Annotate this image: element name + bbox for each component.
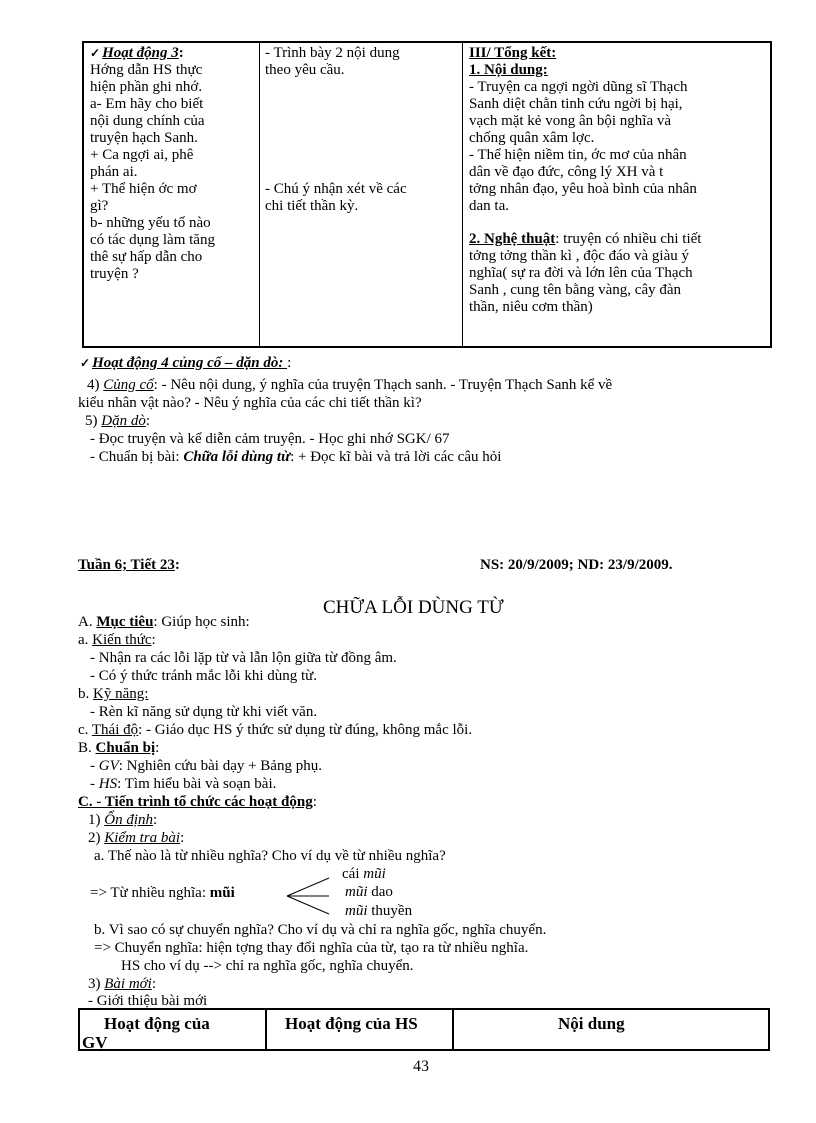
- content-subheading: 1. Nội dung:: [469, 62, 548, 78]
- review-line: 4) Củng cố: - Nêu nội dung, ý nghĩa của truyện Thạch sanh. - Truyện Thạch Sanh kể về: [87, 377, 613, 393]
- col1-line: thê sự hấp dẫn cho: [90, 249, 203, 265]
- col1-line: phán ai.: [90, 164, 138, 180]
- branch-item: cái mũi: [342, 866, 386, 882]
- knowledge-item: - Có ý thức tránh mắc lỗi khi dùng từ.: [90, 668, 318, 684]
- step-check: 2) Kiểm tra bài:: [88, 830, 185, 846]
- homework-line: - Đọc truyện và kể diễn cảm truyện. - Học ghi nhớ SGK/ 67: [90, 431, 450, 447]
- col1-line: Hớng dẫn HS thực: [90, 62, 203, 78]
- art-line: nghĩa( sự ra đời và lớn lên của Thạch: [469, 265, 693, 281]
- check-icon: ✓: [90, 46, 101, 60]
- question-b: b. Vì sao có sự chuyển nghĩa? Cho ví dụ và chỉ ra nghĩa gốc, nghĩa chuyển.: [94, 922, 547, 938]
- teacher-activity-cell: [90, 45, 255, 283]
- branch-item: mũi thuyền: [345, 903, 413, 919]
- col1-line: có tác dụng làm tăng: [90, 232, 215, 248]
- activity-table-top: [82, 41, 772, 348]
- col1-line: + Thể hiện ớc mơ: [90, 181, 197, 197]
- answer-line: => Chuyển nghĩa: hiện tợng thay đổi nghĩa của từ, tạo ra từ nhiều nghĩa.: [94, 940, 529, 956]
- content-line: vạch mặt kẻ vong ân bội nghĩa và: [469, 113, 672, 129]
- check-icon: ✓: [80, 356, 91, 370]
- col1-line: nội dung chính của: [90, 113, 205, 129]
- branch-lines: [285, 876, 331, 916]
- art-line: tởng tởng thần kì , độc đáo và giàu ý: [469, 248, 689, 264]
- question-a: a. Thế nào là từ nhiều nghĩa? Cho ví dụ về từ nhiều nghĩa?: [94, 848, 446, 864]
- intro-line: - Giới thiệu bài mới: [88, 993, 208, 1009]
- table-divider: [462, 43, 463, 346]
- table-divider: [265, 1010, 267, 1049]
- attitude-line: c. Thái độ: - Giáo dục HS ý thức sử dụng từ đúng, không mắc lỗi.: [78, 722, 473, 738]
- header-content: Nội dung: [558, 1014, 625, 1033]
- content-line: - Truyện ca ngợi ngời dũng sĩ Thạch: [469, 79, 688, 95]
- knowledge-label: a. Kiến thức:: [78, 632, 156, 648]
- content-line: - Thể hiện niềm tin, ớc mơ của nhân: [469, 147, 687, 163]
- branch-item: mũi dao: [345, 884, 393, 900]
- student-activity-cell: [265, 45, 457, 215]
- col1-line: hiện phần ghi nhớ.: [90, 79, 203, 95]
- art-line: Sanh , cung tên bằng vàng, cây đàn: [469, 282, 682, 298]
- col1-line: truyện hạch Sanh.: [90, 130, 198, 146]
- col1-line: b- những yếu tố nào: [90, 215, 211, 231]
- content-line: dân về đạo đức, công lý XH và t: [469, 164, 664, 180]
- header-student-activity: Hoạt động của HS: [285, 1014, 418, 1033]
- student-prep: - HS: Tìm hiểu bài và soạn bài.: [90, 776, 277, 792]
- content-line: dan ta.: [469, 198, 509, 214]
- col1-line: gì?: [90, 198, 109, 214]
- polysemy-label: => Từ nhiều nghĩa: mũi: [90, 885, 235, 901]
- activity4-heading: ✓ Hoạt động 4 củng cố – dặn dò: :: [80, 355, 292, 371]
- skill-item: - Rèn kĩ năng sử dụng từ khi viết văn.: [90, 704, 318, 720]
- col1-line: a- Em hãy cho biết: [90, 96, 204, 112]
- table-divider: [259, 43, 260, 346]
- knowledge-item: - Nhận ra các lỗi lặp từ và lẫn lộn giữa từ đồng âm.: [90, 650, 397, 666]
- art-subheading: 2. Nghệ thuật: truyện có nhiều chi tiết: [469, 231, 702, 247]
- header-teacher-activity: Hoạt động của: [104, 1014, 210, 1033]
- col2-line: theo yêu cầu.: [265, 62, 345, 78]
- col1-line: + Ca ngợi ai, phê: [90, 147, 194, 163]
- week-period: Tuần 6; Tiết 23:: [78, 557, 180, 573]
- prepare-line: - Chuẩn bị bài: Chữa lỗi dùng từ: + Đọc kĩ bài và trả lời các câu hỏi: [90, 449, 502, 465]
- content-cell: [469, 45, 769, 316]
- objectives-heading: A. Mục tiêu: Giúp học sinh:: [78, 614, 250, 630]
- summary-heading: III/ Tổng kết:: [469, 45, 557, 61]
- step-stabilize: 1) Ổn định:: [88, 812, 158, 828]
- process-heading: C. - Tiến trình tổ chức các hoạt động:: [78, 794, 317, 810]
- lesson-dates: NS: 20/9/2009; ND: 23/9/2009.: [480, 557, 673, 573]
- lesson-title: CHỮA LỖI DÙNG TỪ: [323, 597, 504, 618]
- review-line-2: kiểu nhân vật nào? - Nêu ý nghĩa của các chi tiết thần kì?: [78, 395, 422, 411]
- step-new-lesson: 3) Bài mới:: [88, 976, 157, 992]
- header-teacher-activity-2: GV: [82, 1033, 108, 1052]
- col2-line: chi tiết thần kỳ.: [265, 198, 359, 214]
- content-line: tởng nhân đạo, yêu hoà bình của nhân: [469, 181, 697, 197]
- answer-line-2: HS cho ví dụ --> chỉ ra nghĩa gốc, nghĩa chuyển.: [121, 958, 414, 974]
- content-line: chống quân xâm lợc.: [469, 130, 595, 146]
- activity3-heading: ✓ Hoạt động 3:: [90, 45, 184, 61]
- content-line: Sanh diệt chằn tinh cứu ngời bị hại,: [469, 96, 683, 112]
- teacher-prep: - GV: Nghiên cứu bài dạy + Bảng phụ.: [90, 758, 322, 774]
- col2-line: - Chú ý nhận xét về các: [265, 181, 407, 197]
- col2-line: - Trình bày 2 nội dung: [265, 45, 400, 61]
- preparation-heading: B. Chuẩn bị:: [78, 740, 160, 756]
- activity-table-bottom: [78, 1008, 770, 1051]
- page-number: 43: [413, 1058, 429, 1075]
- skill-label: b. Kỹ năng:: [78, 686, 149, 702]
- homework-label: 5) Dặn dò:: [85, 413, 151, 429]
- col1-line: truyện ?: [90, 266, 139, 282]
- table-divider: [452, 1010, 454, 1049]
- art-line: thần, niêu cơm thần): [469, 299, 593, 315]
